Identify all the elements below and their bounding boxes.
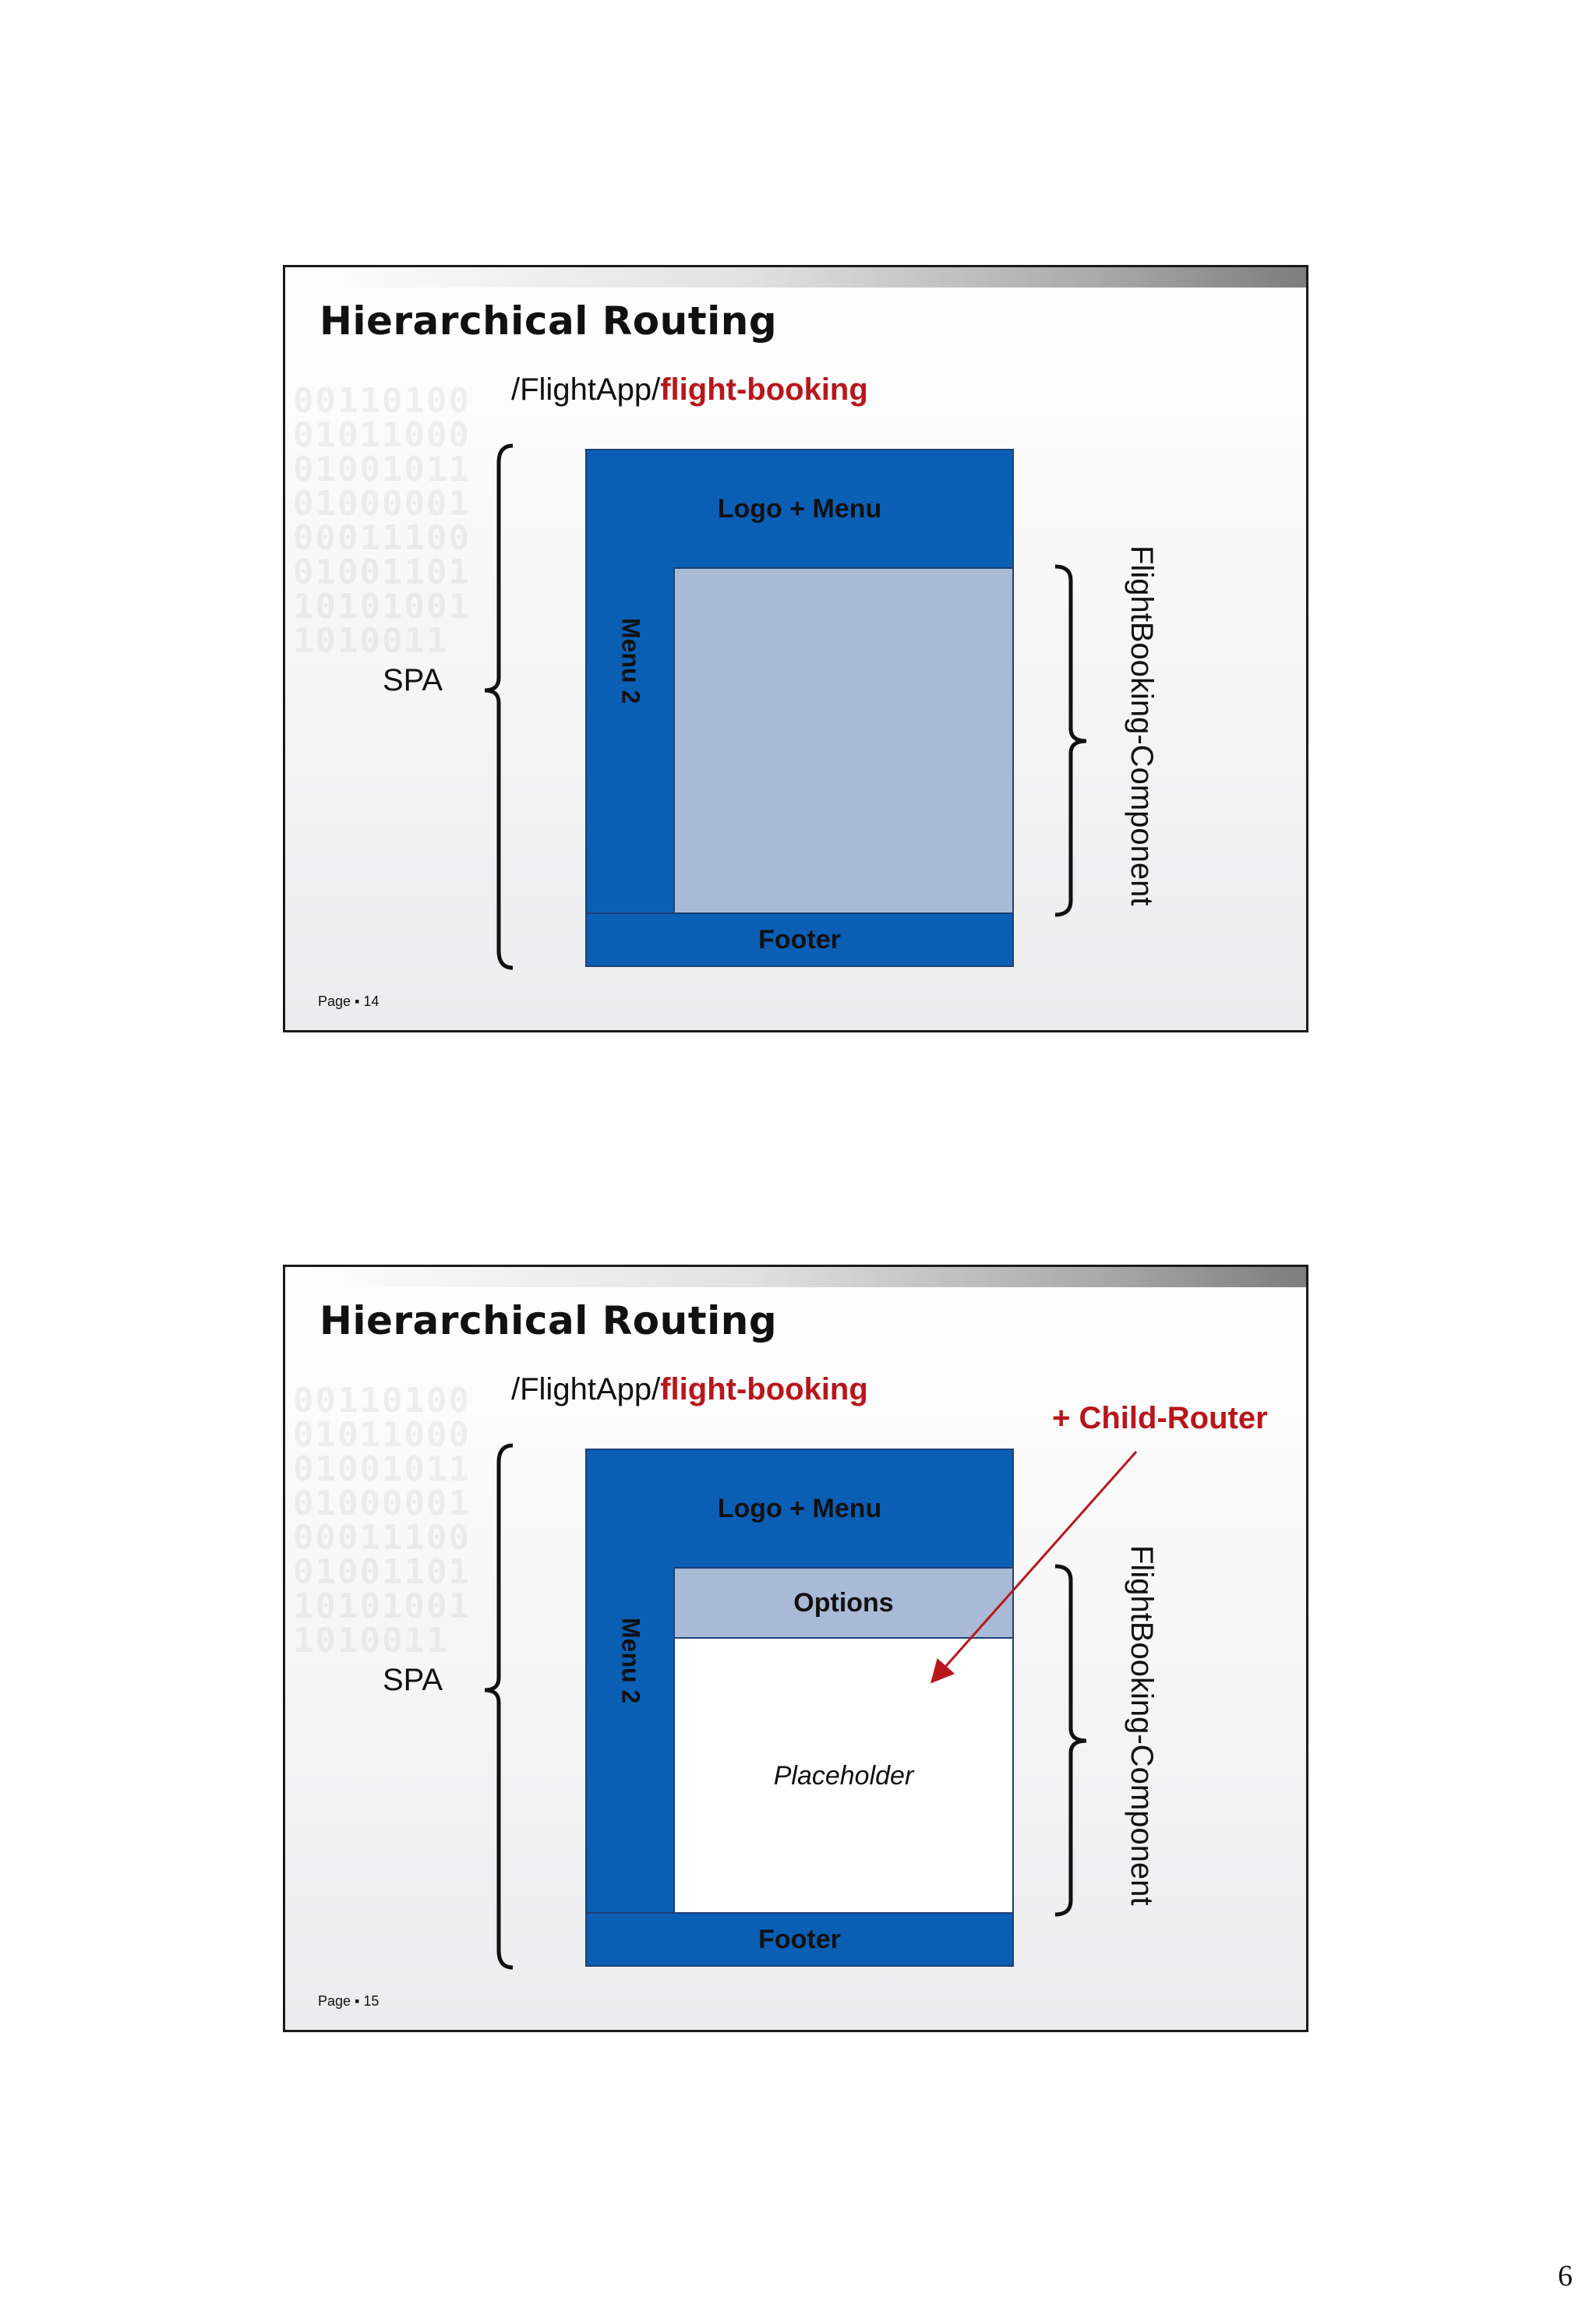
slide-top-bar bbox=[285, 267, 1306, 288]
component-right-brace bbox=[1052, 563, 1091, 918]
page-label: Page ▪ 14 bbox=[318, 993, 380, 1009]
child-router-label: + Child-Router bbox=[1052, 1401, 1268, 1435]
spa-left-brace bbox=[480, 443, 519, 972]
menu-2-region bbox=[587, 567, 675, 914]
page-label: Page ▪ 15 bbox=[318, 1993, 380, 2009]
binary-background-decoration: 00110100 01011000 01001011 01000001 00011100 01001101 10101001 1010011 bbox=[293, 1381, 471, 1660]
document-page-number: 6 bbox=[1558, 2260, 1573, 2292]
spa-label: SPA bbox=[383, 663, 443, 697]
flightbooking-component-label: FlightBooking-Component bbox=[1125, 545, 1159, 906]
spa-label: SPA bbox=[383, 1663, 443, 1697]
content-region bbox=[675, 567, 1012, 914]
logo-menu-region: Logo + Menu bbox=[587, 450, 1012, 567]
route-url bbox=[511, 372, 868, 408]
binary-background-decoration: 00110100 01011000 01001011 01000001 00011100 01001101 10101001 1010011 bbox=[293, 381, 471, 661]
route-url-highlight: flight-booking bbox=[660, 1372, 868, 1406]
child-router-arrow bbox=[285, 1267, 1308, 2032]
flightbooking-component-label: FlightBooking-Component bbox=[1125, 1545, 1159, 1906]
options-region: Options bbox=[675, 1567, 1012, 1639]
slide-title: Hierarchical Routing bbox=[320, 1298, 778, 1343]
footer-region: Footer bbox=[587, 912, 1012, 965]
spa-layout-diagram bbox=[585, 449, 1014, 967]
menu-2-label: Menu 2 bbox=[616, 1618, 644, 1704]
placeholder-region: Placeholder bbox=[675, 1639, 1012, 1914]
slide-page-15 bbox=[283, 1265, 1308, 2032]
menu-2-label: Menu 2 bbox=[616, 618, 644, 704]
logo-menu-region: Logo + Menu bbox=[587, 1450, 1012, 1567]
slide-page-14 bbox=[283, 265, 1308, 1032]
route-url-prefix: /FlightApp/ bbox=[511, 372, 661, 407]
slide-title: Hierarchical Routing bbox=[320, 298, 778, 344]
route-url-highlight: flight-booking bbox=[660, 372, 868, 407]
route-url-prefix: /FlightApp/ bbox=[511, 1372, 661, 1406]
footer-region: Footer bbox=[587, 1912, 1012, 1965]
